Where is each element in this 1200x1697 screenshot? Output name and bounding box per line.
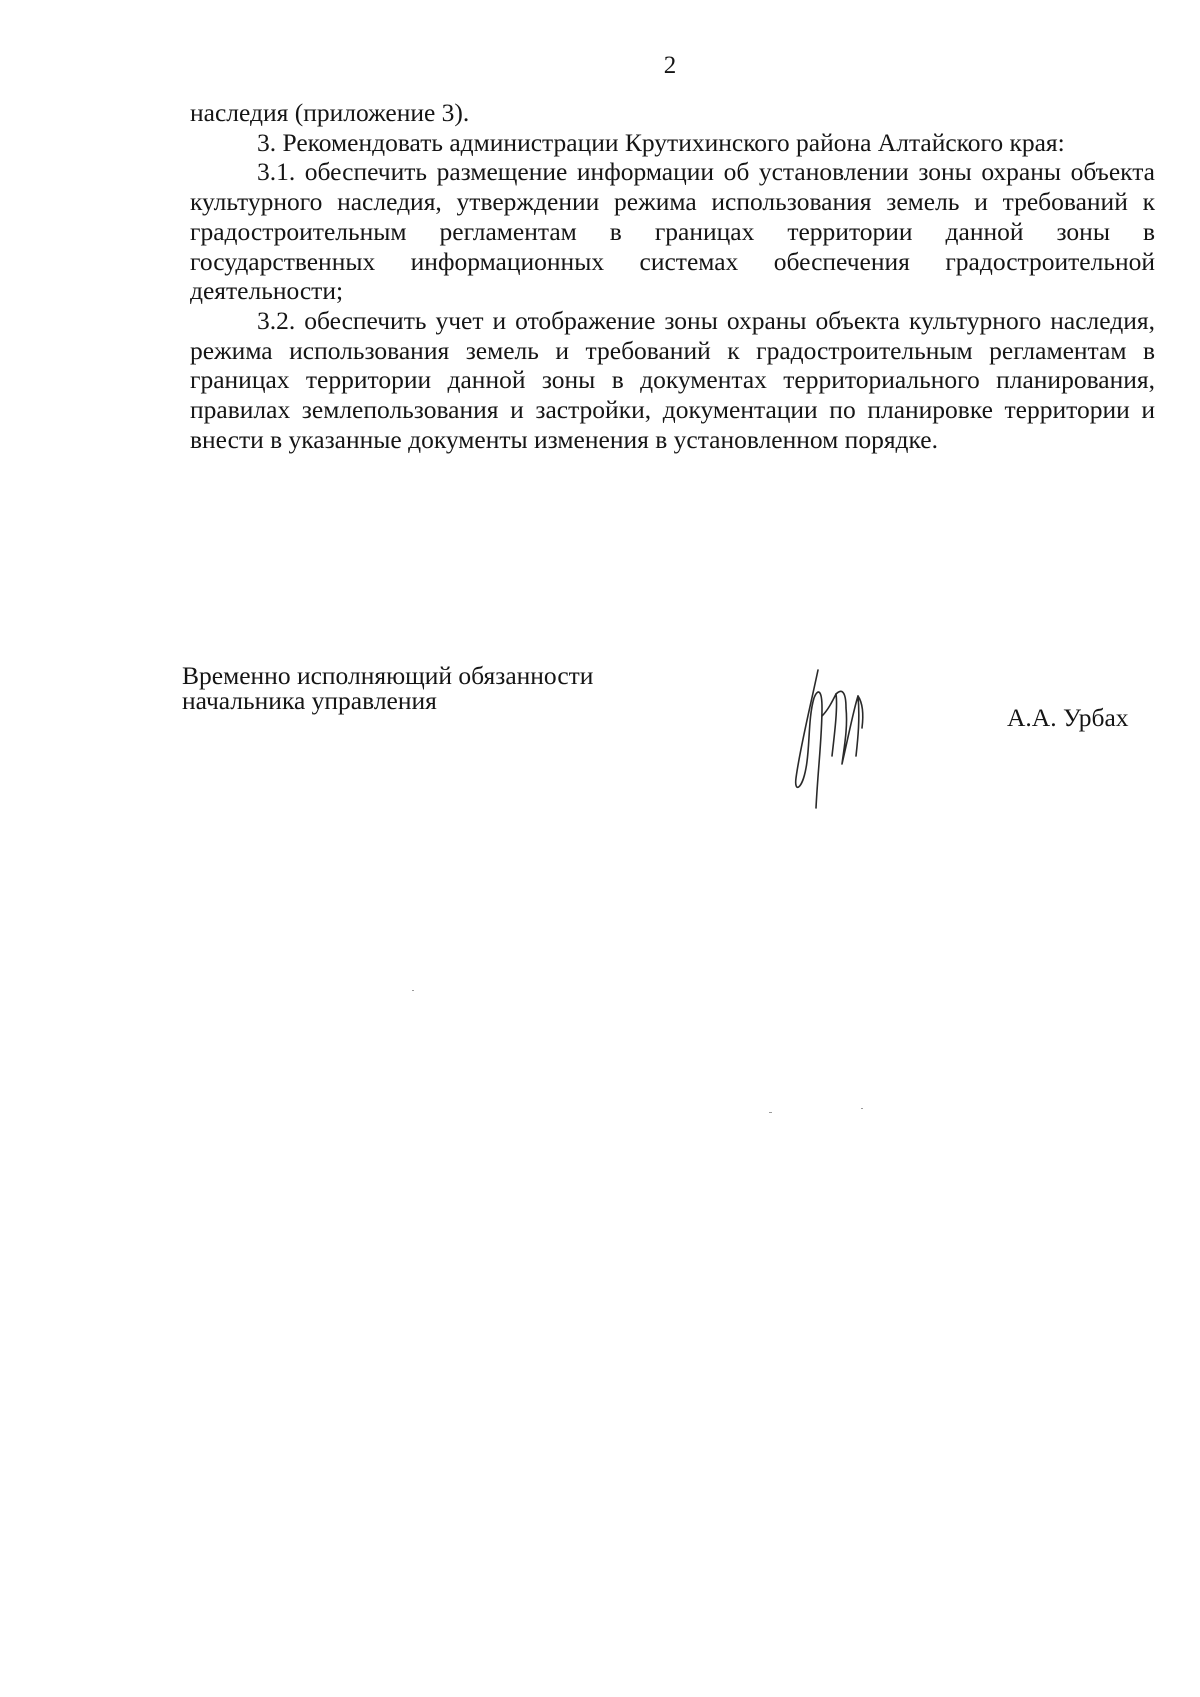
scan-speck [769, 1112, 772, 1113]
scan-speck [861, 1108, 863, 1109]
position-line-1: Временно исполняющий обязанности [182, 661, 594, 690]
scan-speck [412, 990, 414, 991]
paragraph-item-3-2: 3.2. обеспечить учет и отображение зоны охраны объекта культурного наследия, режима использования земель и требований к градостроительным регламентам в границах территории данной зоны в документах территориального планирования, правилах землепользования и застройки, документации по планировке территории и внести в указанные документы изменения в установленном порядке. [190, 305, 1155, 454]
signatory-position [182, 661, 594, 715]
page-number: 2 [663, 52, 677, 79]
paragraph-continuation: наследия (приложение 3). [190, 98, 470, 127]
position-line-2: начальника управления [182, 685, 437, 715]
paragraph-item-3-1: 3.1. обеспечить размещение информации об установлении зоны охраны объекта культурного наследия, утверждении режима использования земель и требований к градостроительным регламентам в границах территории данной зоны в государственных информационных системах обеспечения градостроительной деятельности; [190, 157, 1155, 306]
handwritten-signature [788, 668, 888, 818]
document-body [190, 98, 1155, 454]
paragraph-item-3: 3. Рекомендовать администрации Крутихинского района Алтайского края: [257, 127, 1065, 157]
signer-name: А.А. Урбах [1007, 703, 1129, 732]
